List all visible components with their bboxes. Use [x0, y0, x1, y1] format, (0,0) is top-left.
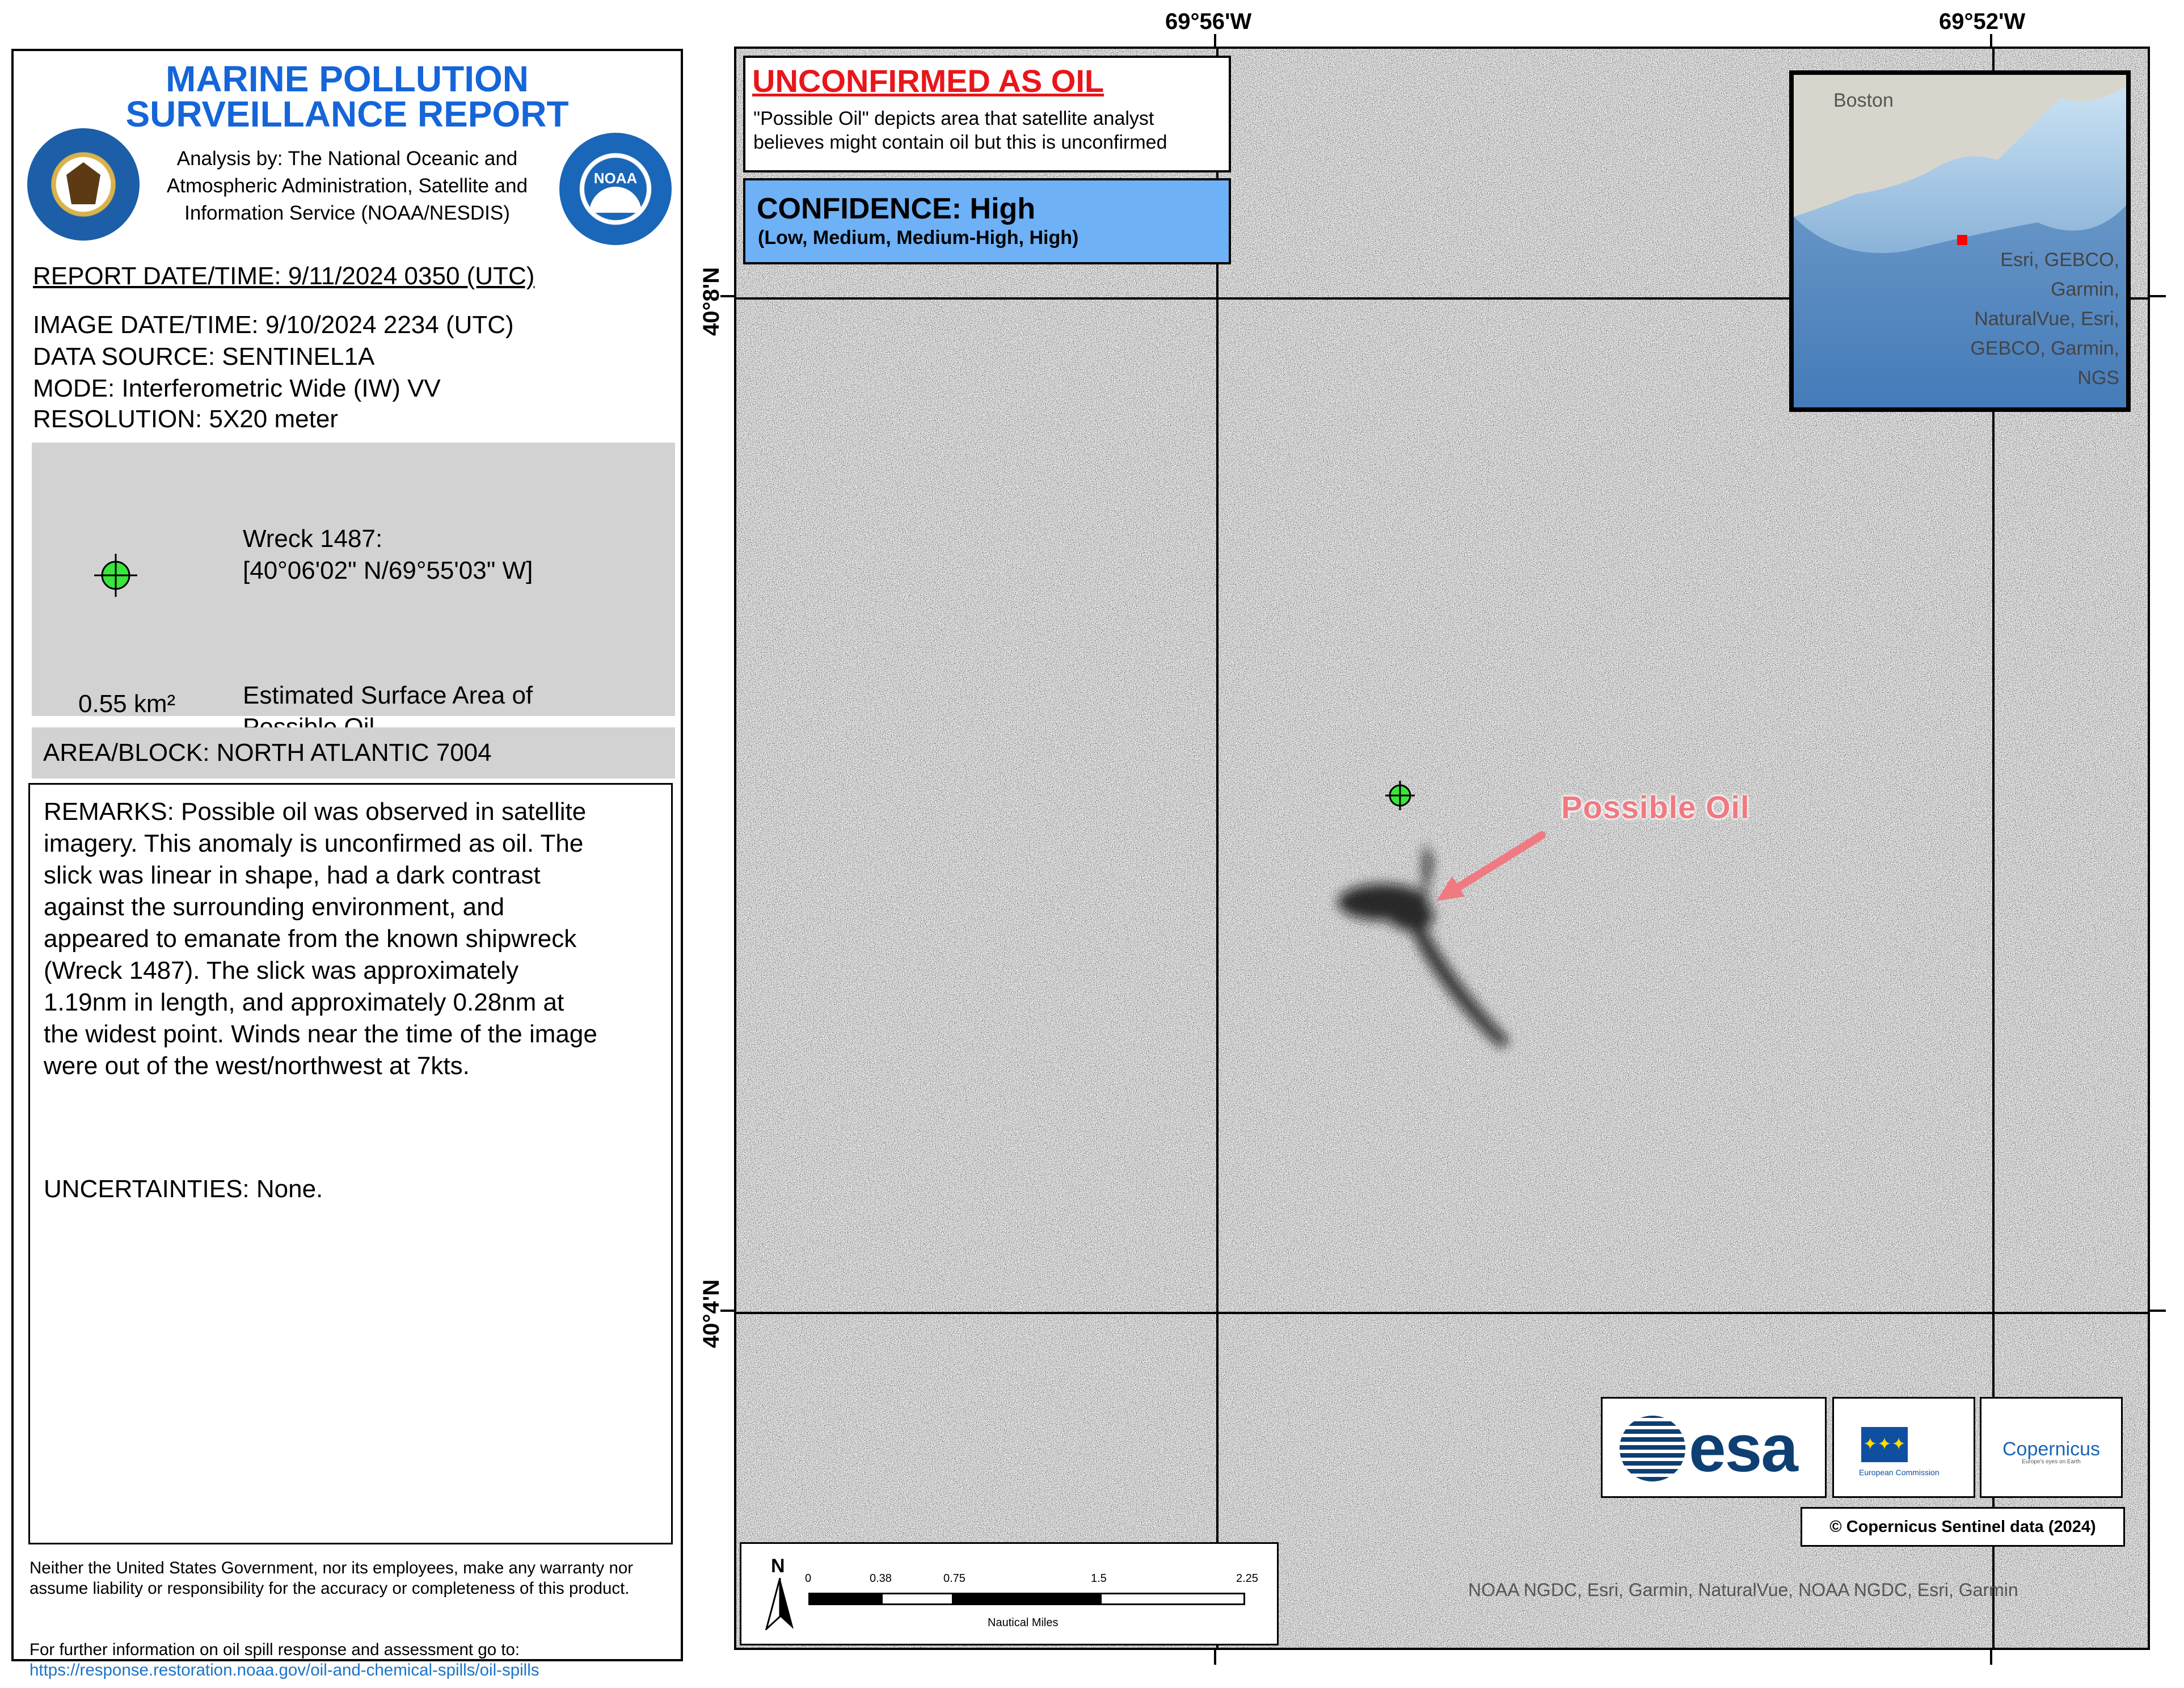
copernicus-wordmark: Copernicus — [2002, 1438, 2100, 1460]
european-commission-logo — [1832, 1397, 1975, 1498]
further-info-prefix: For further information on oil spill response and assessment go to: — [29, 1640, 520, 1659]
latitude-label: 40°8'N — [699, 267, 724, 336]
longitude-label: 69°52'W — [1939, 9, 2026, 34]
oil-spill-link[interactable]: https://response.restoration.noaa.gov/oil-and-chemical-spills/oil-spills — [29, 1661, 539, 1679]
copyright-notice: © Copernicus Sentinel data (2024) — [1801, 1507, 2125, 1547]
scale-tick-label: 0.75 — [943, 1572, 965, 1585]
north-label: N — [771, 1555, 785, 1577]
location-marker-icon — [1957, 235, 1967, 245]
report-title-line2: SURVEILLANCE REPORT — [125, 94, 569, 134]
data-source: DATA SOURCE: SENTINEL1A — [33, 343, 375, 371]
wreck-name: Wreck 1487: — [243, 525, 383, 553]
remarks-text: REMARKS: Possible oil was observed in satellite imagery. This anomaly is unconfirmed as oil. The slick was linear in shape, had a dark contrast against the surrounding environment, and appeared to emanate from the known shipwreck (Wreck 1487). The slick was approximately 1.19nm in length, and approximately 0.28nm at the widest point. Winds near the time of the image were out of the west/northwest at 7kts. — [44, 798, 597, 1080]
unconfirmed-title: UNCONFIRMED AS OIL — [752, 63, 1104, 99]
scale-segment — [1100, 1593, 1245, 1605]
overview-inset-map — [1789, 70, 2131, 412]
uncertainties-text: UNCERTAINTIES: None. — [44, 1175, 323, 1203]
resolution: RESOLUTION: 5X20 meter — [33, 405, 338, 433]
unconfirmed-notice — [743, 56, 1231, 172]
inset-city-label: Boston — [1833, 90, 1894, 111]
latitude-label: 40°4'N — [699, 1279, 724, 1348]
scale-segment — [881, 1593, 954, 1605]
report-datetime: REPORT DATE/TIME: 9/11/2024 0350 (UTC) — [33, 262, 535, 290]
wreck-coordinates: [40°06'02" N/69°55'03" W] — [243, 557, 533, 584]
image-datetime: IMAGE DATE/TIME: 9/10/2024 2234 (UTC) — [33, 311, 514, 339]
longitude-label: 69°56'W — [1165, 9, 1252, 34]
ec-wordmark: European Commission — [1859, 1468, 1940, 1477]
report-title-line1: MARINE POLLUTION — [166, 58, 529, 99]
esa-logo — [1601, 1397, 1827, 1498]
confidence-scale: (Low, Medium, Medium-High, High) — [758, 227, 1079, 249]
eu-stars-icon: ✦✦✦ — [1863, 1435, 1906, 1454]
esa-globe-icon — [1620, 1416, 1685, 1481]
unconfirmed-description: "Possible Oil" depicts area that satellite analyst believes might contain oil but this is unconfirmed — [753, 108, 1167, 153]
scale-bar — [740, 1542, 1279, 1645]
acquisition-mode: MODE: Interferometric Wide (IW) VV — [33, 374, 441, 402]
possible-oil-label: Possible Oil — [1561, 789, 1750, 825]
noaa-wordmark: NOAA — [593, 170, 638, 187]
inset-attribution: Esri, GEBCO, Garmin, NaturalVue, Esri, GEBCO, Garmin, NGS — [1970, 249, 2119, 389]
scale-tick-label: 0 — [805, 1572, 812, 1585]
scale-segment — [808, 1593, 881, 1605]
map-attribution: NOAA NGDC, Esri, Garmin, NaturalVue, NOAA NGDC, Esri, Garmin — [1468, 1580, 2018, 1600]
scale-tick-label: 0.38 — [870, 1572, 892, 1585]
scale-tick-label: 2.25 — [1236, 1572, 1258, 1585]
area-block: AREA/BLOCK: NORTH ATLANTIC 7004 — [32, 727, 675, 778]
confidence-title: CONFIDENCE: High — [757, 192, 1036, 225]
scale-units: Nautical Miles — [988, 1617, 1059, 1629]
esa-wordmark: esa — [1689, 1411, 1797, 1486]
scale-tick-label: 1.5 — [1091, 1572, 1107, 1585]
analysis-by-label: Analysis by: The National Oceanic and Atmospheric Administration, Satellite and Information Service (NOAA/NESDIS) — [166, 148, 528, 224]
north-arrow-icon — [764, 1578, 796, 1630]
area-value: 0.55 km² — [78, 690, 176, 718]
eu-flag-icon — [1861, 1427, 1908, 1462]
scale-segment — [954, 1593, 1100, 1605]
copernicus-logo — [1980, 1397, 2123, 1498]
disclaimer-text: Neither the United States Government, nor its employees, make any warranty nor assume liability or responsibility for the accuracy or completeness of this product. — [29, 1559, 634, 1598]
area-label-line1: Estimated Surface Area of — [243, 681, 533, 709]
confidence-box — [743, 178, 1231, 264]
copernicus-tagline: Europe's eyes on Earth — [2022, 1459, 2081, 1465]
